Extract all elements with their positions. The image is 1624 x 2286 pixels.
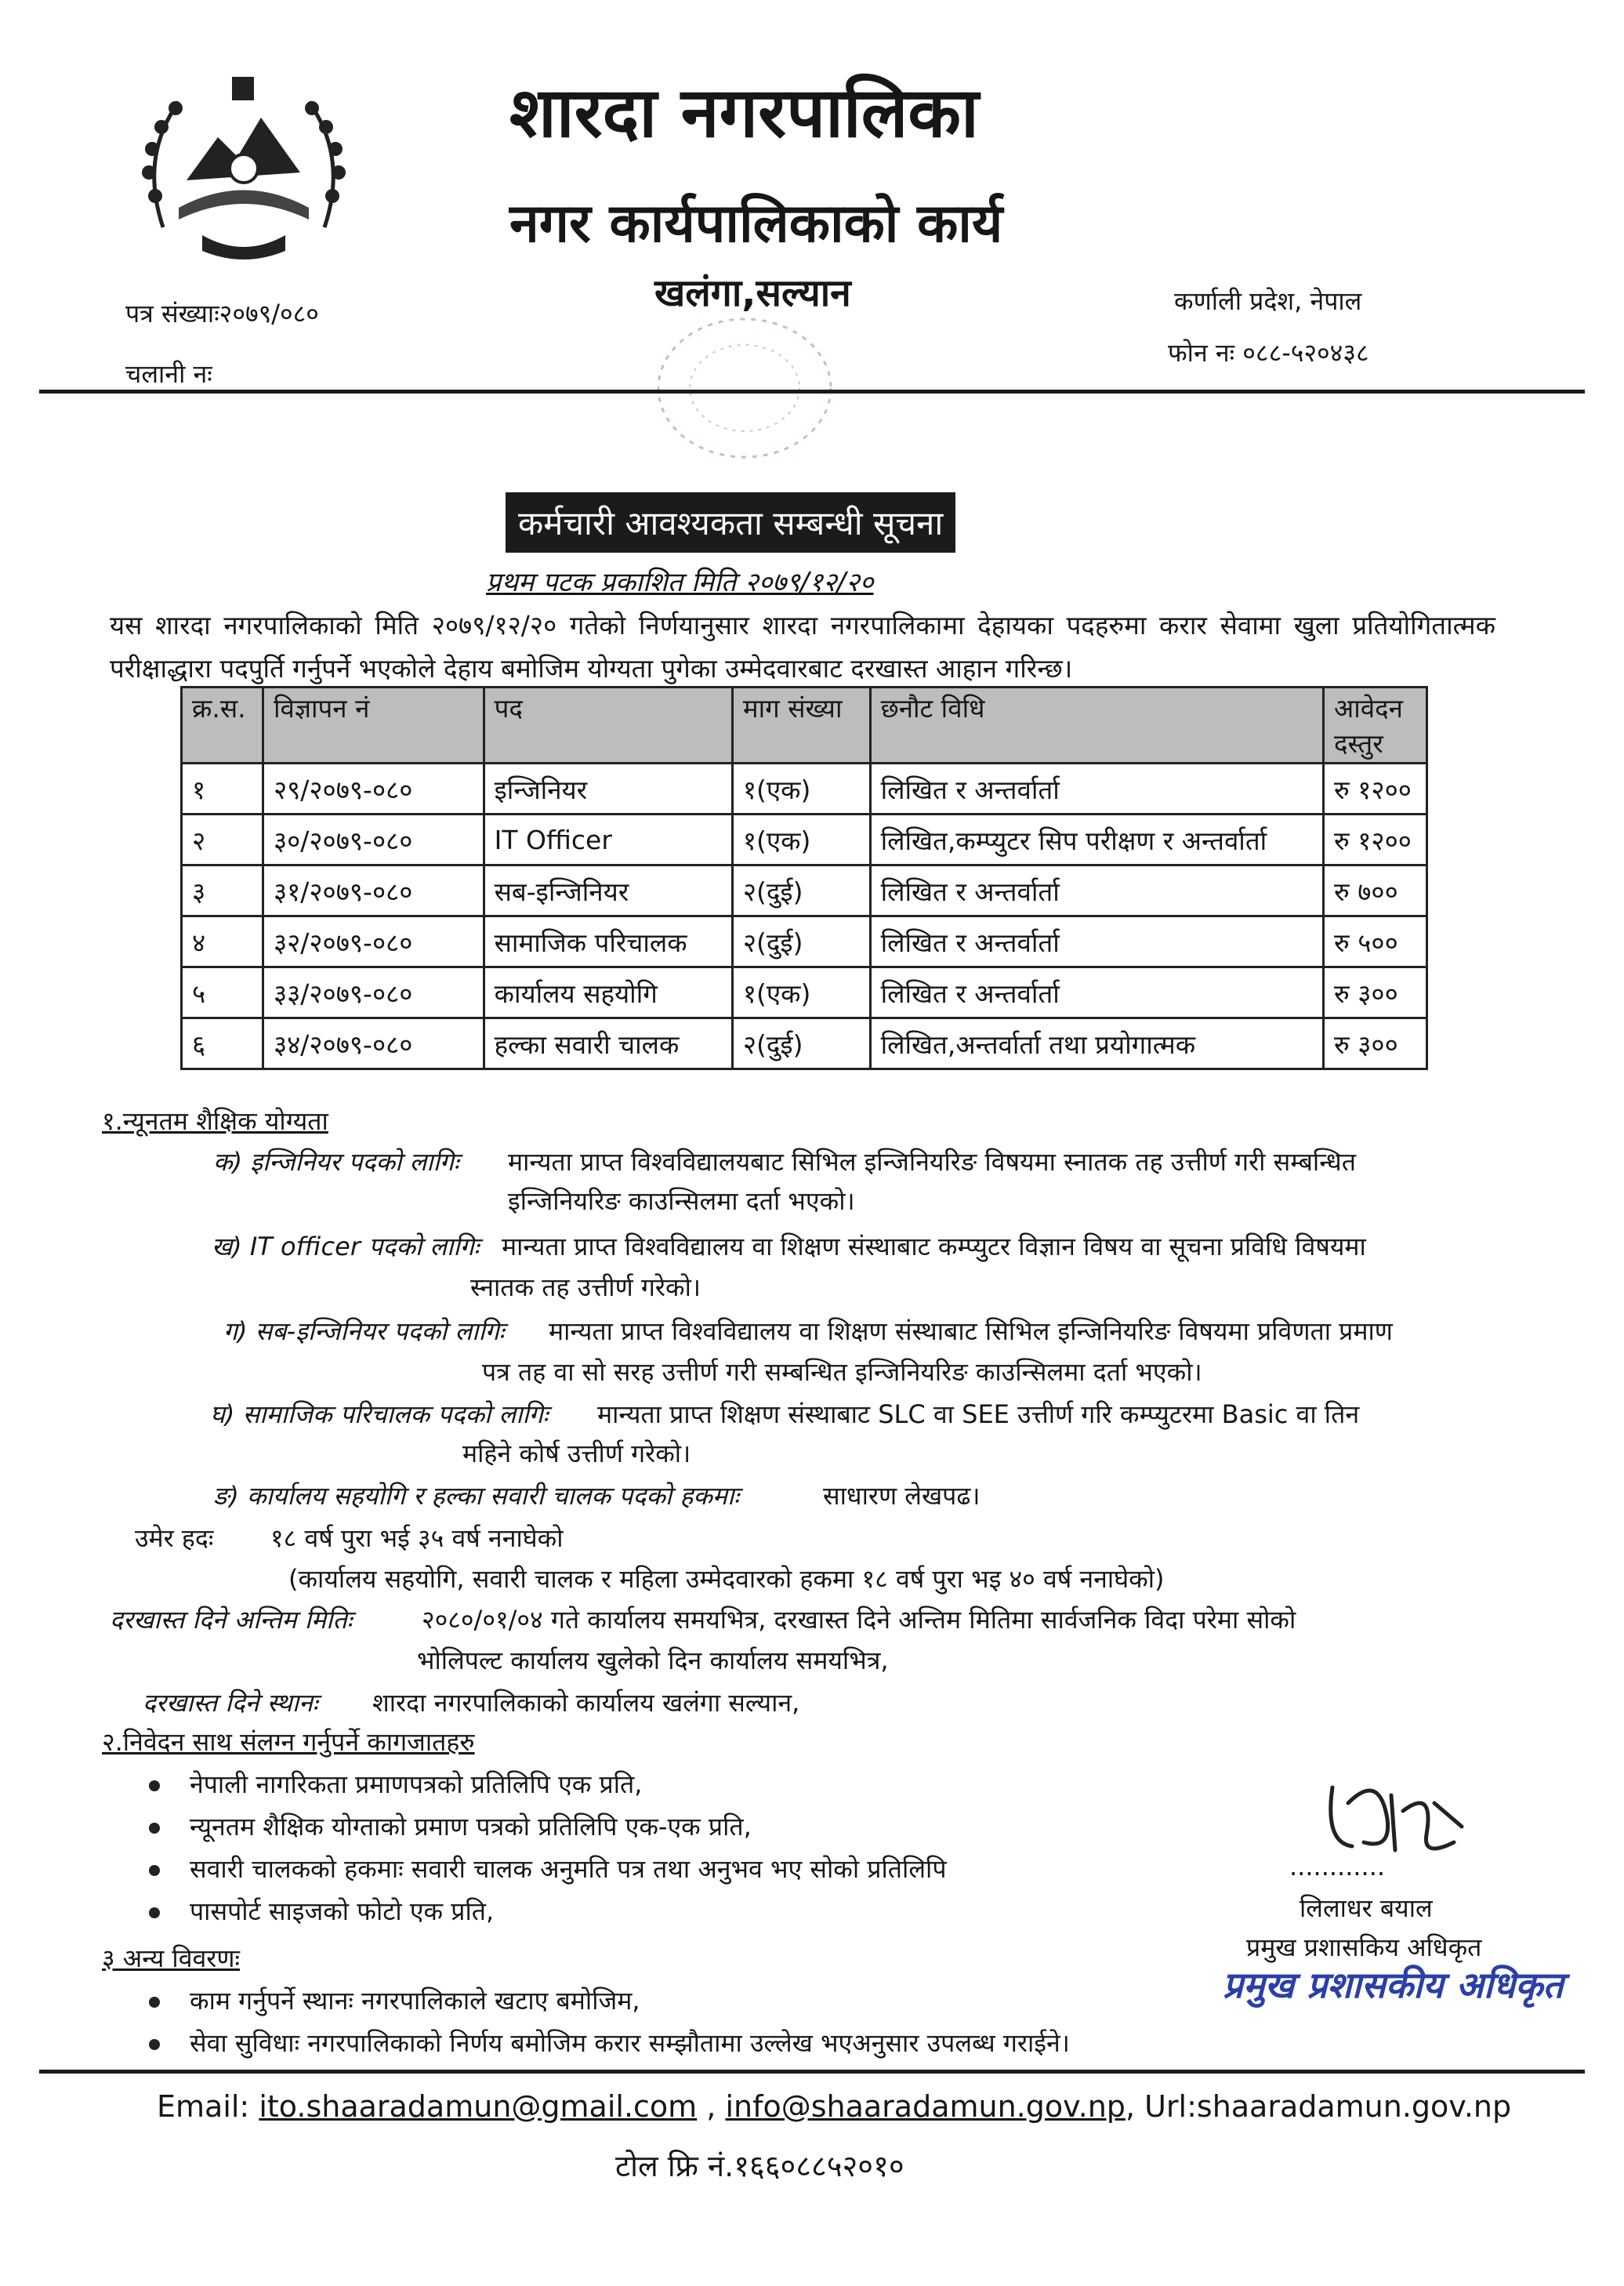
office-name: नगर कार्यपालिकाको कार्य [509,193,1003,255]
cell: १(एक) [732,967,870,1018]
email-label: Email: [157,2089,250,2124]
cell: लिखित,अन्तर्वार्ता तथा प्रयोगात्मक [870,1018,1323,1069]
list-item-text: नेपाली नागरिकता प्रमाणपत्रको प्रतिलिपि एक प्रति, [190,1769,643,1799]
section3-heading: ३ अन्य विवरणः [102,1943,240,1973]
coat-of-arms-emblem [132,63,356,268]
signature-dots: ............ [1289,1852,1386,1881]
cell: लिखित,कम्प्युटर सिप परीक्षण र अन्तर्वार्ता [870,815,1323,865]
cell: इन्जिनियर [484,764,732,815]
table-row [182,764,1427,815]
notice-title: कर्मचारी आवश्यकता सम्बन्धी सूचना [506,492,955,553]
age-text: १८ वर्ष पुरा भई ३५ वर्ष ननाघेको [270,1523,564,1553]
cell: रु ३०० [1324,967,1427,1018]
signatory-designation: प्रमुख प्रशासकिय अधिकृत [1246,1932,1482,1962]
cell: सामाजिक परिचालक [484,916,732,967]
col-header-serial: क्र.स. [182,688,263,764]
intro-paragraph: यस शारदा नगरपालिकाको मिति २०७९/१२/२० गतेको निर्णयानुसार शारदा नगरपालिकामा देहायका पदहरुमा करार सेवामा खुला प्रतियोगितात्मक परीक्षाद्धारा पदपुर्ति गर्नुपर्ने भएकोले देहाय बमोजिम योग्यता पुगेका उम्मेदवारबाट दरखास्त आहान गरिन्छ। [110,610,1495,684]
dispatch-number: चलानी नः [125,359,212,389]
age-label: उमेर हदः [135,1523,214,1553]
table-row [182,916,1427,967]
list-item-text: न्यूनतम शैक्षिक योग्ताको प्रमाण पत्रको प्रतिलिपि एक-एक प्रति, [190,1812,752,1842]
office-location: खलंगा,सल्यान [654,271,851,315]
deadline-line2: भोलिपल्ट कार्यालय खुलेको दिन कार्यालय समयभित्र, [417,1646,889,1675]
cell: लिखित र अन्तर्वार्ता [870,764,1323,815]
section1-heading: १.न्यूनतम शैक्षिक योग्यता [102,1106,328,1136]
website-url: , Url:shaaradamun.gov.np [1125,2089,1512,2124]
age-note: (कार्यालय सहयोगि, सवारी चालक र महिला उम्मेदवारको हकमा १८ वर्ष पुरा भइ ४० वर्ष ननाघेको) [288,1564,1165,1594]
qual-e-text: साधारण लेखपढ। [823,1481,981,1511]
cell: रु ७०० [1324,865,1427,916]
cell: लिखित र अन्तर्वार्ता [870,916,1323,967]
email-link-ito[interactable]: ito.shaaradamun@gmail.com [259,2089,698,2124]
cell: २(दुई) [732,865,870,916]
cell: ६ [182,1018,263,1069]
cell: ३३/२०७९-०८० [263,967,484,1018]
qual-c-line2: पत्र तह वा सो सरह उत्तीर्ण गरी सम्बन्धित इन्जिनियरिङ काउन्सिलमा दर्ता भएको। [482,1357,1202,1387]
qual-a-line2: इन्जिनियरिङ काउन्सिलमा दर्ता भएको। [508,1186,855,1216]
bullet-icon [149,1823,160,1834]
deadline-line1: २०८०/०१/०४ गते कार्यालय समयभित्र, दरखास्त दिने अन्तिम मितिमा सार्वजनिक विदा परेमा सोको [422,1605,1296,1635]
cell: सब-इन्जिनियर [484,865,732,916]
official-seal-text: प्रमुख प्रशासकीय अधिकृत [1223,1964,1564,2006]
office-stamp [643,306,846,470]
publication-date: प्रथम पटक प्रकाशित मिति २०७९/१२/२० [486,567,874,598]
list-item-text: सवारी चालकको हकमाः सवारी चालक अनुमति पत्र तथा अनुभव भए सोको प्रतिलिपि [190,1854,947,1884]
cell: रु १२०० [1324,815,1427,865]
cell: ३०/२०७९-०८० [263,815,484,865]
header-divider [39,390,1585,394]
list-item-text: सेवा सुविधाः नगरपालिकाको निर्णय बमोजिम करार सम्झौतामा उल्लेख भएअनुसार उपलब्ध गराईने। [190,2028,1070,2058]
cell: १ [182,764,263,815]
qual-d-label: घ) सामाजिक परिचालक पदको लागिः [210,1399,549,1429]
bullet-icon [149,1997,160,2008]
col-header-selection: छनौट विधि [870,688,1323,764]
place-label: दरखास्त दिने स्थानः [143,1688,318,1718]
list-item [149,1983,640,2017]
vacancy-table [180,686,1428,1070]
col-header-demand: माग संख्या [732,688,870,764]
bullet-icon [149,1865,160,1876]
qual-e-label: ङ) कार्यालय सहयोगि र हल्का सवारी चालक पदको हकमाः [213,1481,739,1511]
cell: लिखित र अन्तर्वार्ता [870,865,1323,916]
deadline-label: दरखास्त दिने अन्तिम मितिः [110,1605,353,1635]
col-header-post: पद [484,688,732,764]
list-item-text: काम गर्नुपर्ने स्थानः नगरपालिकाले खटाए बमोजिम, [190,1986,640,2016]
cell: २९/२०७९-०८० [263,764,484,815]
qual-d-line2: महिने कोर्ष उत्तीर्ण गरेको। [462,1439,691,1468]
table-header-row [182,688,1427,764]
footer-contact [157,2089,1511,2124]
cell: लिखित र अन्तर्वार्ता [870,967,1323,1018]
col-header-fee: आवेदन दस्तुर [1324,688,1427,764]
list-item [149,1809,752,1843]
signatory-name: लिलाधर बयाल [1300,1893,1433,1923]
qual-a-label: क) इन्जिनियर पदको लागिः [213,1147,459,1177]
cell: रु १२०० [1324,764,1427,815]
separator: , [697,2089,726,2124]
qual-b-label: ख) IT officer पदको लागिः [212,1232,480,1261]
letter-number: पत्र संख्याः२०७९/०८० [125,299,319,328]
footer-divider [39,2070,1585,2074]
list-item [149,1767,642,1801]
qual-b-line1: मान्यता प्राप्त विश्वविद्यालय वा शिक्षण संस्थाबाट कम्प्युटर विज्ञान विषय वा सूचना प्रविधि विषयमा [502,1232,1366,1261]
qual-a-line1: मान्यता प्राप्त विश्वविद्यालयबाट सिभिल इन्जिनियरिङ विषयमा स्नातक तह उत्तीर्ण गरी सम्बन्धित [508,1147,1356,1177]
cell: ३४/२०७९-०८० [263,1018,484,1069]
qual-d-line1: मान्यता प्राप्त शिक्षण संस्थाबाट SLC वा SEE उत्तीर्ण गरि कम्प्युटरमा Basic वा तिन [597,1399,1360,1429]
table-row [182,865,1427,916]
cell: ५ [182,967,263,1018]
cell: ३१/२०७९-०८० [263,865,484,916]
cell: रु ३०० [1324,1018,1427,1069]
bullet-icon [149,2039,160,2050]
qual-c-label: ग) सब-इन्जिनियर पदको लागिः [223,1316,505,1346]
qual-b-line2: स्नातक तह उत्तीर्ण गरेको। [470,1272,701,1302]
col-header-ad-no: विज्ञापन नं [263,688,484,764]
list-item [149,1894,494,1928]
cell: १(एक) [732,764,870,815]
table-row [182,967,1427,1018]
cell: ३ [182,865,263,916]
cell: ४ [182,916,263,967]
list-item-text: पासपोर्ट साइजको फोटो एक प्रति, [190,1896,495,1926]
municipality-name: शारदा नगरपालिका [509,72,979,153]
cell: २ [182,815,263,865]
table-row [182,1018,1427,1069]
qual-c-line1: मान्यता प्राप्त विश्वविद्यालय वा शिक्षण संस्थाबाट सिभिल इन्जिनियरिङ विषयमा प्रविणता प्रमाण [549,1316,1393,1346]
cell: रु ५०० [1324,916,1427,967]
email-link-info[interactable]: info@shaaradamun.gov.np [725,2089,1126,2124]
cell: ३२/२०७९-०८० [263,916,484,967]
cell: २(दुई) [732,1018,870,1069]
section2-heading: २.निवेदन साथ संलग्न गर्नुपर्ने कागजातहरु [102,1727,475,1757]
table-row [182,815,1427,865]
bullet-icon [149,1780,160,1791]
toll-free-number: टोल फ्रि नं.१६६०८८५२०१० [615,2149,904,2183]
cell: २(दुई) [732,916,870,967]
cell: हल्का सवारी चालक [484,1018,732,1069]
place-text: शारदा नगरपालिकाको कार्यालय खलंगा सल्यान, [372,1688,800,1718]
cell: IT Officer [484,815,732,865]
cell: कार्यालय सहयोगि [484,967,732,1018]
phone-number: फोन नः ०८८-५२०४३८ [1168,338,1369,368]
list-item [149,2026,1070,2059]
bullet-icon [149,1907,160,1918]
list-item [149,1852,947,1885]
cell: १(एक) [732,815,870,865]
province: कर्णाली प्रदेश, नेपाल [1174,286,1362,316]
